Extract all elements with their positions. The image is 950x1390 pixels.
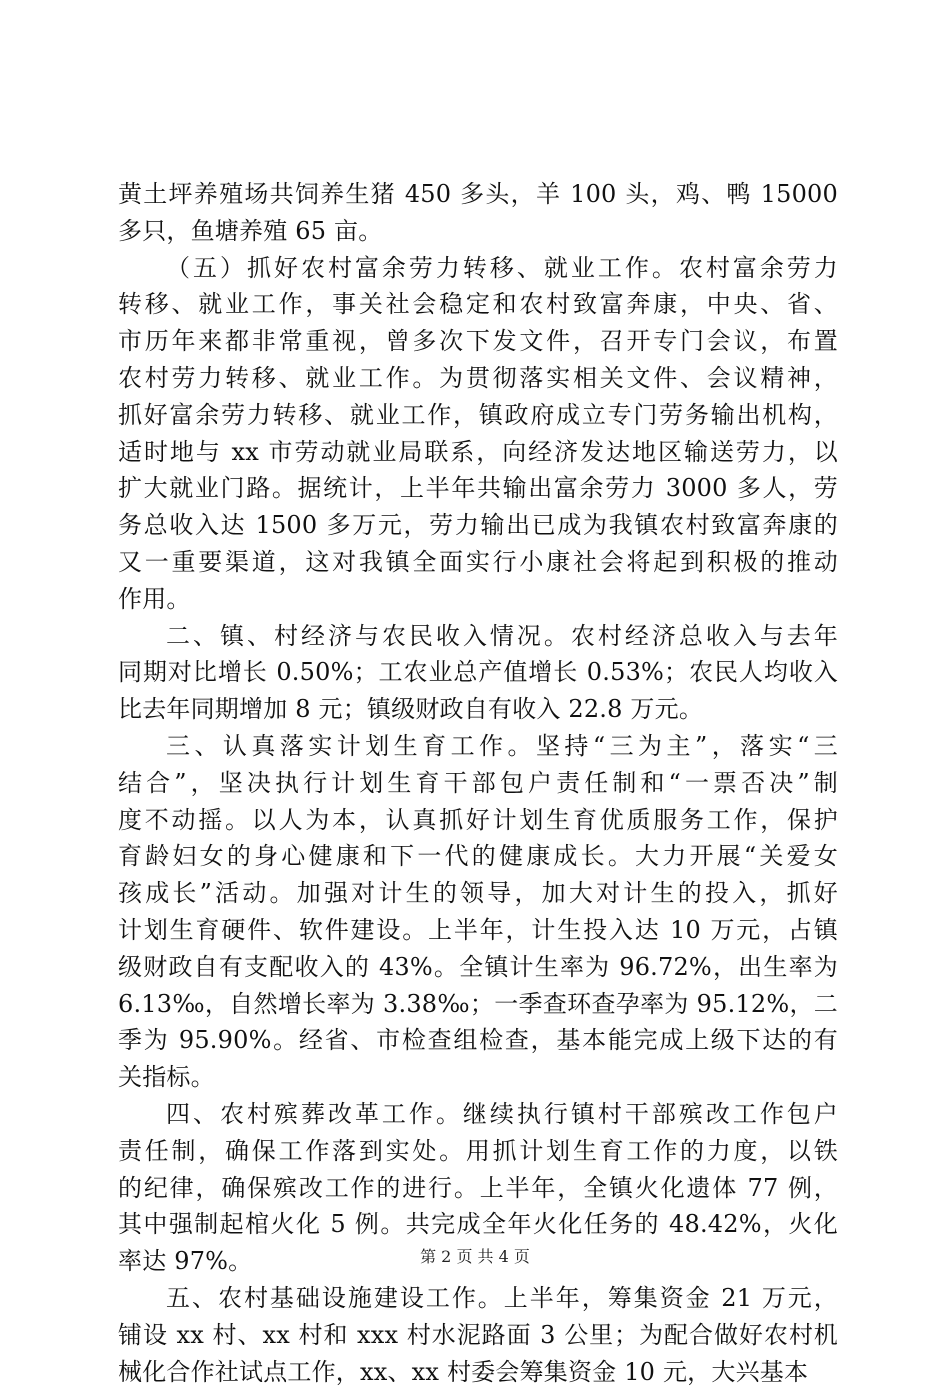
text-line: 的纪律，确保殡改工作的进行。上半年，全镇火化遗体 77 例， xyxy=(118,1170,838,1207)
text-line: 结合”，坚决执行计划生育干部包户责任制和“一票否决”制 xyxy=(118,765,838,802)
text-line: 四、农村殡葬改革工作。继续执行镇村干部殡改工作包户 xyxy=(118,1096,838,1133)
page-footer: 第 2 页 共 4 页 xyxy=(0,1244,950,1267)
paragraph xyxy=(118,728,838,1096)
text-line: 农村劳力转移、就业工作。为贯彻落实相关文件、会议精神， xyxy=(118,360,838,397)
text-line: 级财政自有支配收入的 43%。全镇计生率为 96.72%，出生率为 xyxy=(118,949,838,986)
text-line: 转移、就业工作，事关社会稳定和农村致富奔康，中央、省、 xyxy=(118,286,838,323)
text-line: 作用。 xyxy=(118,581,838,618)
text-line: 二、镇、村经济与农民收入情况。农村经济总收入与去年 xyxy=(118,618,838,655)
text-line: 铺设 xx 村、xx 村和 xxx 村水泥路面 3 公里；为配合做好农村机 xyxy=(118,1317,838,1354)
text-line: （五）抓好农村富余劳力转移、就业工作。农村富余劳力 xyxy=(118,250,838,287)
paragraph xyxy=(118,1280,838,1390)
text-line: 度不动摇。以人为本，认真抓好计划生育优质服务工作，保护 xyxy=(118,802,838,839)
text-line: 械化合作社试点工作，xx、xx 村委会筹集资金 10 元，大兴基本 xyxy=(118,1354,838,1390)
text-line: 市历年来都非常重视，曾多次下发文件，召开专门会议，布置 xyxy=(118,323,838,360)
paragraph xyxy=(118,250,838,618)
text-line: 孩成长”活动。加强对计生的领导，加大对计生的投入，抓好 xyxy=(118,875,838,912)
text-line: 适时地与 xx 市劳动就业局联系，向经济发达地区输送劳力，以 xyxy=(118,434,838,471)
text-line: 抓好富余劳力转移、就业工作，镇政府成立专门劳务输出机构， xyxy=(118,397,838,434)
text-line: 育龄妇女的身心健康和下一代的健康成长。大力开展“关爱女 xyxy=(118,838,838,875)
text-line: 三、认真落实计划生育工作。坚持“三为主”，落实“三 xyxy=(118,728,838,765)
text-line: 比去年同期增加 8 元；镇级财政自有收入 22.8 万元。 xyxy=(118,691,838,728)
text-line: 同期对比增长 0.50%；工农业总产值增长 0.53%；农民人均收入 xyxy=(118,654,838,691)
text-line: 率达 97%。 xyxy=(118,1243,838,1280)
text-line: 又一重要渠道，这对我镇全面实行小康社会将起到积极的推动 xyxy=(118,544,838,581)
text-line: 务总收入达 1500 多万元，劳力输出已成为我镇农村致富奔康的 xyxy=(118,507,838,544)
paragraph xyxy=(118,176,838,250)
text-line: 五、农村基础设施建设工作。上半年，筹集资金 21 万元， xyxy=(118,1280,838,1317)
text-line: 关指标。 xyxy=(118,1059,838,1096)
text-line: 扩大就业门路。据统计，上半年共输出富余劳力 3000 多人，劳 xyxy=(118,470,838,507)
text-line: 黄土坪养殖场共饲养生猪 450 多头，羊 100 头，鸡、鸭 15000 xyxy=(118,176,838,213)
text-line: 6.13‰，自然增长率为 3.38‰；一季查环查孕率为 95.12%，二 xyxy=(118,986,838,1023)
paragraph xyxy=(118,618,838,728)
text-line: 责任制，确保工作落到实处。用抓计划生育工作的力度，以铁 xyxy=(118,1133,838,1170)
document-body xyxy=(118,176,838,1390)
text-line: 多只，鱼塘养殖 65 亩。 xyxy=(118,213,838,250)
text-line: 计划生育硬件、软件建设。上半年，计生投入达 10 万元，占镇 xyxy=(118,912,838,949)
text-line: 其中强制起棺火化 5 例。共完成全年火化任务的 48.42%，火化 xyxy=(118,1206,838,1243)
text-line: 季为 95.90%。经省、市检查组检查，基本能完成上级下达的有 xyxy=(118,1022,838,1059)
